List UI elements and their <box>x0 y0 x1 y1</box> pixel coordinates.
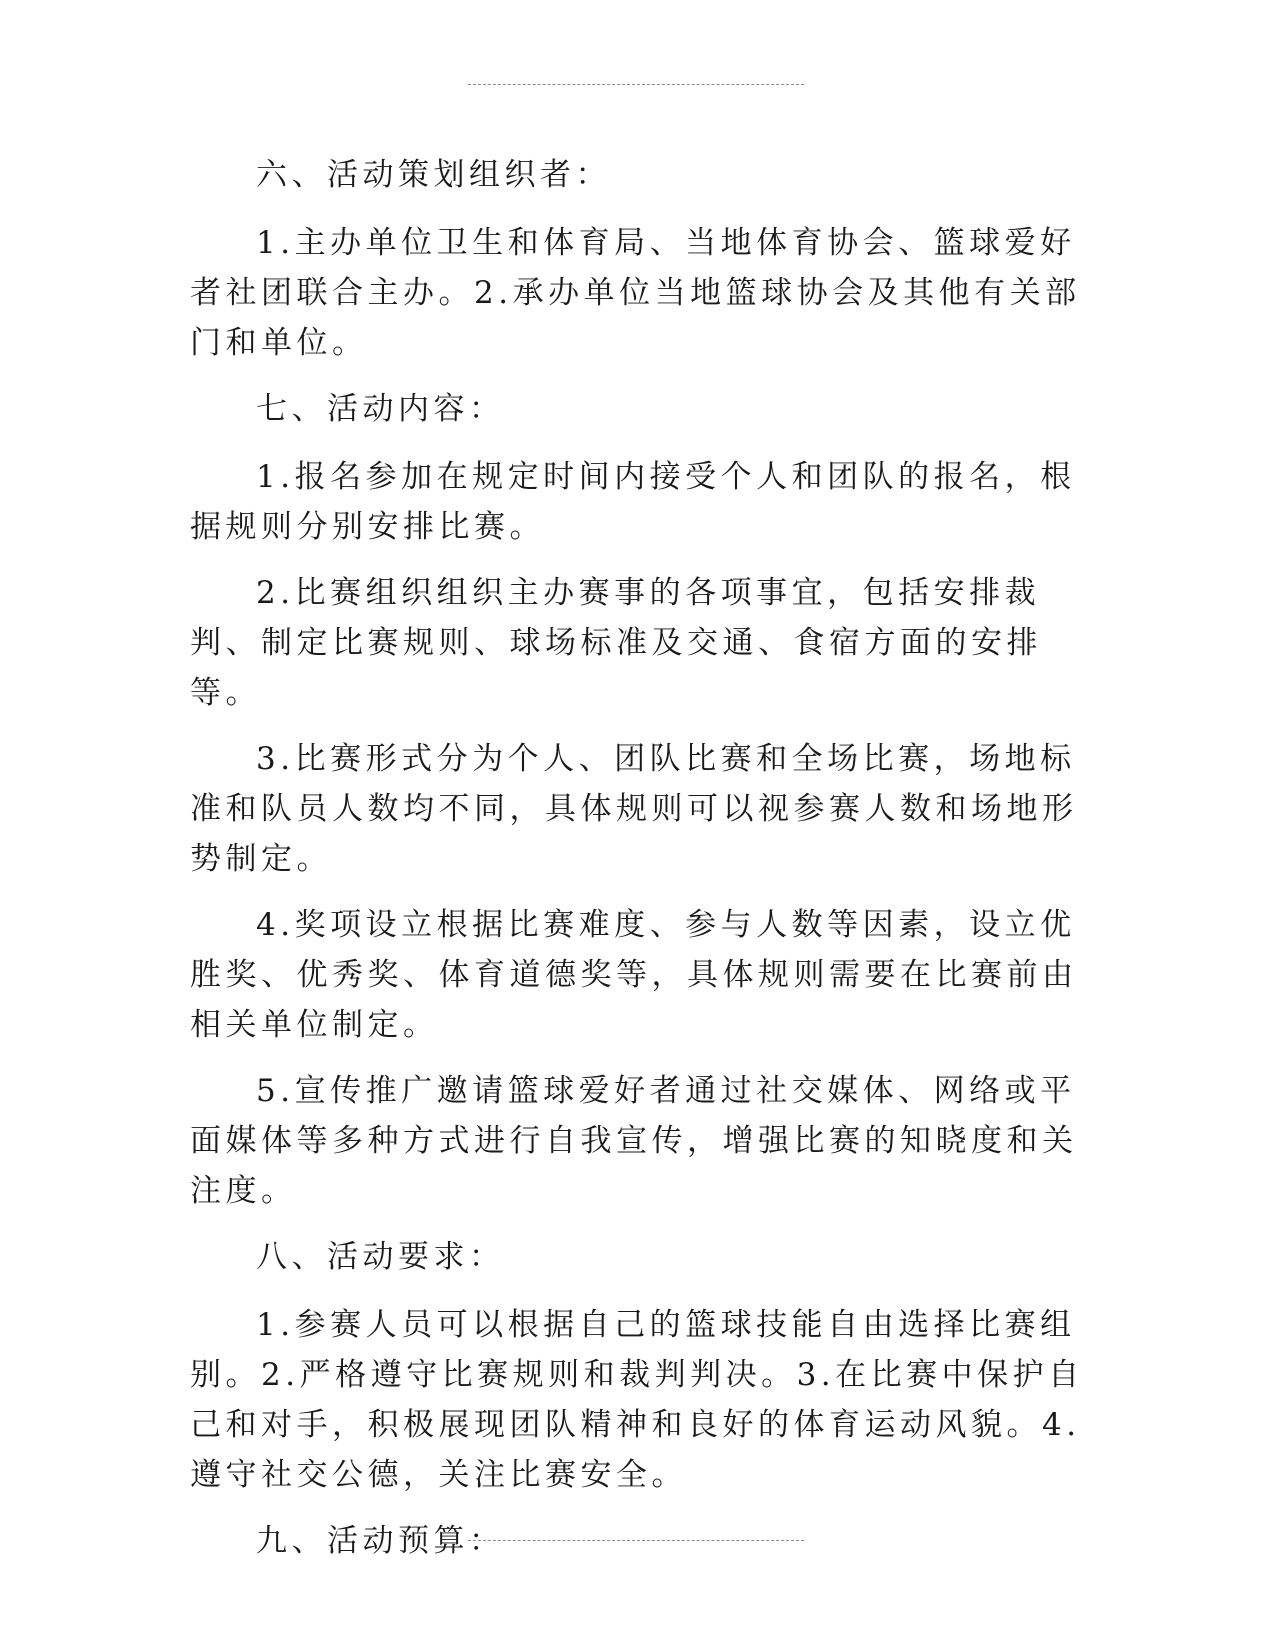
paragraph-format: 3.比赛形式分为个人、团队比赛和全场比赛，场地标准和队员人数均不同，具体规则可以视参赛人数和场地形势制定。 <box>190 741 1078 877</box>
paragraph-promotion: 5.宣传推广邀请篮球爱好者通过社交媒体、网络或平面媒体等多种方式进行自我宣传，增强比赛的知晓度和关注度。 <box>190 1073 1078 1209</box>
footer-rule <box>468 1540 804 1541</box>
document-body <box>190 150 1085 1584</box>
header-rule <box>468 84 804 85</box>
paragraph-registration: 1.报名参加在规定时间内接受个人和团队的报名，根据规则分别安排比赛。 <box>190 459 1076 545</box>
paragraph-awards: 4.奖项设立根据比赛难度、参与人数等因素，设立优胜奖、优秀奖、体育道德奖等，具体规则需要在比赛前由相关单位制定。 <box>190 907 1078 1043</box>
paragraph-requirements: 1.参赛人员可以根据自己的篮球技能自由选择比赛组别。2.严格遵守比赛规则和裁判判决。3.在比赛中保护自己和对手，积极展现团队精神和良好的体育运动风貌。4.遵守社交公德，关注比赛安全。 <box>190 1307 1084 1493</box>
section-heading-requirements: 八、活动要求： <box>256 1239 505 1275</box>
section-heading-organizers: 六、活动策划组织者： <box>256 157 611 193</box>
section-heading-content: 七、活动内容： <box>256 391 505 427</box>
section-heading-budget: 九、活动预算： <box>256 1523 505 1559</box>
paragraph-organizers: 1.主办单位卫生和体育局、当地体育协会、篮球爱好者社团联合主办。2.承办单位当地篮球协会及其他有关部门和单位。 <box>190 225 1081 361</box>
paragraph-organization: 2.比赛组织组织主办赛事的各项事宜，包括安排裁判、制定比赛规则、球场标准及交通、食宿方面的安排等。 <box>190 575 1042 711</box>
